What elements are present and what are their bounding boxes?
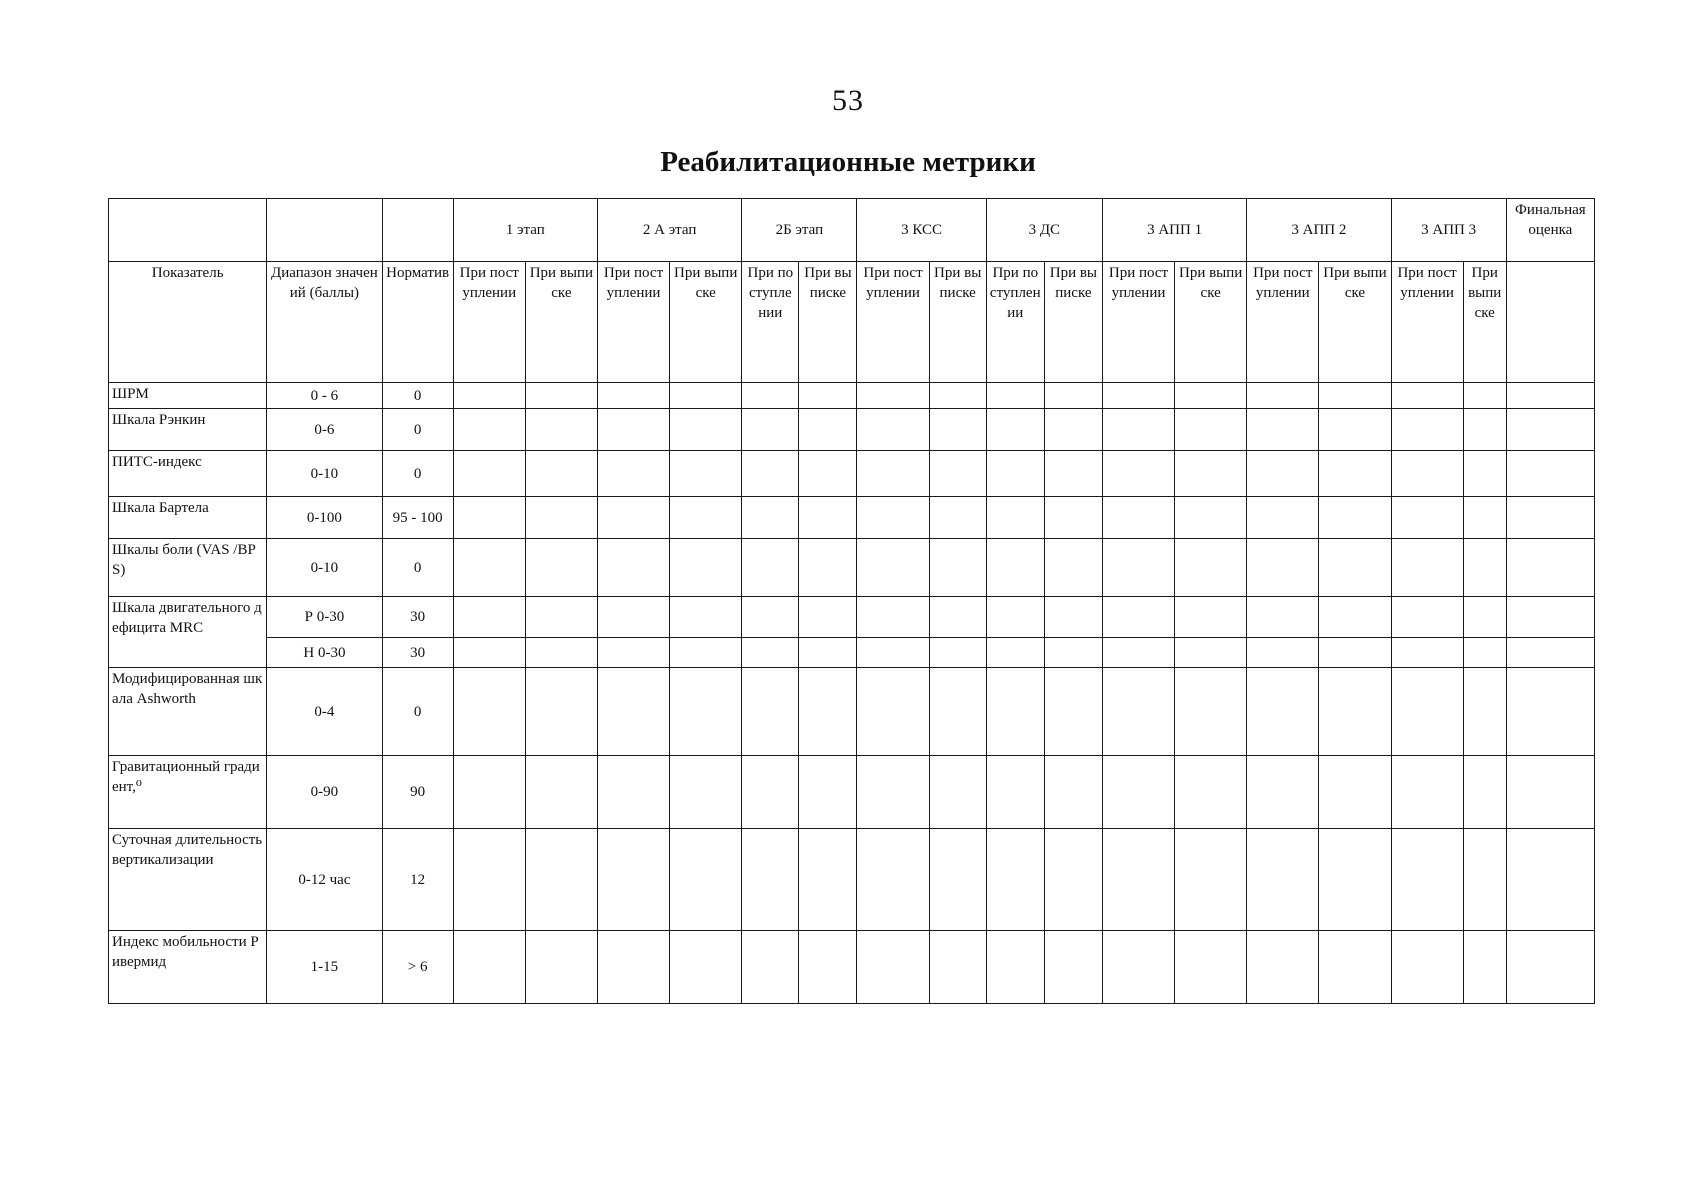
score-cell[interactable] — [986, 931, 1044, 1004]
score-cell[interactable] — [1044, 409, 1102, 451]
score-cell[interactable] — [1506, 383, 1594, 409]
score-cell[interactable] — [986, 638, 1044, 668]
score-cell[interactable] — [670, 668, 742, 756]
score-cell[interactable] — [1102, 668, 1174, 756]
score-cell[interactable] — [1247, 409, 1319, 451]
score-cell[interactable] — [1102, 539, 1174, 597]
score-cell[interactable] — [799, 638, 857, 668]
score-cell[interactable] — [670, 638, 742, 668]
score-cell[interactable] — [986, 539, 1044, 597]
score-cell[interactable] — [670, 497, 742, 539]
sub-header: При выписке — [1044, 262, 1102, 383]
score-cell[interactable] — [1319, 668, 1391, 756]
score-cell[interactable] — [1175, 409, 1247, 451]
indicator-name: ШРМ — [109, 383, 267, 409]
range-value: 0-10 — [267, 539, 382, 597]
stage-header: 3 АПП 3 — [1391, 199, 1506, 262]
score-cell[interactable] — [929, 597, 986, 638]
score-cell[interactable] — [929, 409, 986, 451]
score-cell[interactable] — [857, 931, 929, 1004]
score-cell[interactable] — [1044, 668, 1102, 756]
norm-value: 0 — [382, 668, 453, 756]
score-cell[interactable] — [742, 409, 799, 451]
indicator-column-header: Показатель — [109, 262, 267, 383]
score-cell[interactable] — [1044, 597, 1102, 638]
score-cell[interactable] — [986, 383, 1044, 409]
score-cell[interactable] — [799, 597, 857, 638]
score-cell[interactable] — [1506, 829, 1594, 931]
score-cell[interactable] — [799, 829, 857, 931]
score-cell[interactable] — [1102, 497, 1174, 539]
header-empty-cell — [267, 199, 382, 262]
score-cell[interactable] — [525, 638, 597, 668]
sub-header: При поступлении — [597, 262, 669, 383]
score-cell[interactable] — [453, 451, 525, 497]
score-cell[interactable] — [597, 829, 669, 931]
score-cell[interactable] — [1506, 597, 1594, 638]
score-cell[interactable] — [1102, 451, 1174, 497]
range-value: 1-15 — [267, 931, 382, 1004]
sub-header: При выписке — [670, 262, 742, 383]
stage-header: 3 КСС — [857, 199, 986, 262]
indicator-name: Шкалы боли (VAS /BPS) — [109, 539, 267, 597]
score-cell[interactable] — [525, 668, 597, 756]
stage-header-row — [109, 199, 1595, 262]
norm-value: 0 — [382, 409, 453, 451]
score-cell[interactable] — [1391, 497, 1463, 539]
score-cell[interactable] — [453, 829, 525, 931]
score-cell[interactable] — [929, 539, 986, 597]
score-cell[interactable] — [929, 931, 986, 1004]
score-cell[interactable] — [1175, 829, 1247, 931]
score-cell[interactable] — [1391, 931, 1463, 1004]
score-cell[interactable] — [1506, 539, 1594, 597]
score-cell[interactable] — [525, 756, 597, 829]
score-cell[interactable] — [929, 829, 986, 931]
sub-header: При выписке — [1319, 262, 1391, 383]
score-cell[interactable] — [670, 931, 742, 1004]
norm-value: 0 — [382, 539, 453, 597]
score-cell[interactable] — [1463, 451, 1506, 497]
score-cell[interactable] — [453, 539, 525, 597]
score-cell[interactable] — [1506, 409, 1594, 451]
score-cell[interactable] — [1044, 931, 1102, 1004]
range-value: 0-6 — [267, 409, 382, 451]
score-cell[interactable] — [1506, 668, 1594, 756]
indicator-name: Гравитационный градиент,⁰ — [109, 756, 267, 829]
sub-header: При выписке — [525, 262, 597, 383]
sub-header: При выписке — [799, 262, 857, 383]
score-cell[interactable] — [799, 756, 857, 829]
score-cell[interactable] — [597, 451, 669, 497]
metrics-table — [108, 198, 1595, 1004]
stage-header: 2 А этап — [597, 199, 741, 262]
score-cell[interactable] — [742, 497, 799, 539]
norm-value: 0 — [382, 451, 453, 497]
score-cell[interactable] — [1102, 829, 1174, 931]
score-cell[interactable] — [597, 383, 669, 409]
score-cell[interactable] — [1044, 638, 1102, 668]
score-cell[interactable] — [1102, 383, 1174, 409]
score-cell[interactable] — [1175, 597, 1247, 638]
range-value: 0-10 — [267, 451, 382, 497]
score-cell[interactable] — [1044, 497, 1102, 539]
score-cell[interactable] — [929, 638, 986, 668]
score-cell[interactable] — [1391, 451, 1463, 497]
stage-header: 3 АПП 1 — [1102, 199, 1246, 262]
score-cell[interactable] — [1102, 756, 1174, 829]
score-cell[interactable] — [453, 668, 525, 756]
indicator-name: Индекс мобильности Ривермид — [109, 931, 267, 1004]
score-cell[interactable] — [597, 931, 669, 1004]
score-cell[interactable] — [453, 383, 525, 409]
range-value: Р 0-30 — [267, 597, 382, 638]
score-cell[interactable] — [742, 383, 799, 409]
score-cell[interactable] — [670, 756, 742, 829]
score-cell[interactable] — [1319, 539, 1391, 597]
score-cell[interactable] — [1102, 409, 1174, 451]
score-cell[interactable] — [742, 597, 799, 638]
norm-value: 30 — [382, 638, 453, 668]
score-cell[interactable] — [1463, 668, 1506, 756]
score-cell[interactable] — [525, 539, 597, 597]
score-cell[interactable] — [525, 597, 597, 638]
sub-header: При поступлении — [1102, 262, 1174, 383]
score-cell[interactable] — [986, 756, 1044, 829]
column-header-row — [109, 262, 1595, 383]
score-cell[interactable] — [1175, 539, 1247, 597]
table-row — [109, 597, 1595, 638]
table-row — [109, 638, 1595, 668]
score-cell[interactable] — [1175, 668, 1247, 756]
score-cell[interactable] — [1319, 409, 1391, 451]
score-cell[interactable] — [857, 638, 929, 668]
score-cell[interactable] — [986, 597, 1044, 638]
score-cell[interactable] — [1247, 668, 1319, 756]
score-cell[interactable] — [670, 409, 742, 451]
score-cell[interactable] — [1391, 597, 1463, 638]
score-cell[interactable] — [1463, 383, 1506, 409]
score-cell[interactable] — [799, 668, 857, 756]
score-cell[interactable] — [1506, 451, 1594, 497]
stage-header: 3 ДС — [986, 199, 1102, 262]
score-cell[interactable] — [453, 756, 525, 829]
range-value: 0-100 — [267, 497, 382, 539]
norm-value: 30 — [382, 597, 453, 638]
sub-header: При выписке — [1175, 262, 1247, 383]
score-cell[interactable] — [1463, 829, 1506, 931]
indicator-name: ПИТС-индекс — [109, 451, 267, 497]
sub-header: При поступлении — [986, 262, 1044, 383]
score-cell[interactable] — [986, 409, 1044, 451]
score-cell[interactable] — [453, 497, 525, 539]
sub-header: При поступлении — [1247, 262, 1319, 383]
score-cell[interactable] — [1319, 597, 1391, 638]
score-cell[interactable] — [597, 756, 669, 829]
score-cell[interactable] — [453, 597, 525, 638]
score-cell[interactable] — [1391, 409, 1463, 451]
score-cell[interactable] — [742, 668, 799, 756]
score-cell[interactable] — [857, 829, 929, 931]
score-cell[interactable] — [986, 451, 1044, 497]
score-cell[interactable] — [670, 829, 742, 931]
score-cell[interactable] — [597, 597, 669, 638]
score-cell[interactable] — [1391, 829, 1463, 931]
score-cell[interactable] — [1391, 668, 1463, 756]
score-cell[interactable] — [986, 668, 1044, 756]
indicator-name: Шкала Рэнкин — [109, 409, 267, 451]
score-cell[interactable] — [1044, 451, 1102, 497]
score-cell[interactable] — [1247, 383, 1319, 409]
score-cell[interactable] — [1319, 756, 1391, 829]
score-cell[interactable] — [1247, 638, 1319, 668]
score-cell[interactable] — [453, 409, 525, 451]
score-cell[interactable] — [1102, 638, 1174, 668]
sub-header: При поступлении — [857, 262, 929, 383]
table-row — [109, 668, 1595, 756]
sub-header: При поступлении — [1391, 262, 1463, 383]
score-cell[interactable] — [799, 451, 857, 497]
indicator-name: Суточная длительность вертикализации — [109, 829, 267, 931]
score-cell[interactable] — [1247, 829, 1319, 931]
score-cell[interactable] — [857, 497, 929, 539]
score-cell[interactable] — [1247, 497, 1319, 539]
score-cell[interactable] — [1506, 638, 1594, 668]
score-cell[interactable] — [525, 451, 597, 497]
score-cell[interactable] — [857, 409, 929, 451]
range-value: 0-90 — [267, 756, 382, 829]
score-cell[interactable] — [857, 756, 929, 829]
score-cell[interactable] — [1506, 931, 1594, 1004]
score-cell[interactable] — [1044, 756, 1102, 829]
score-cell[interactable] — [670, 383, 742, 409]
score-cell[interactable] — [1175, 756, 1247, 829]
indicator-name: Шкала Бартела — [109, 497, 267, 539]
score-cell[interactable] — [670, 451, 742, 497]
score-cell[interactable] — [929, 451, 986, 497]
page-title: Реабилитационные метрики — [660, 146, 1036, 178]
score-cell[interactable] — [597, 668, 669, 756]
score-cell[interactable] — [857, 539, 929, 597]
score-cell[interactable] — [1463, 409, 1506, 451]
score-cell[interactable] — [799, 497, 857, 539]
score-cell[interactable] — [1044, 829, 1102, 931]
score-cell[interactable] — [1319, 383, 1391, 409]
score-cell[interactable] — [1175, 638, 1247, 668]
header-empty-cell — [382, 199, 453, 262]
range-value: 0-12 час — [267, 829, 382, 931]
norm-value: 95 - 100 — [382, 497, 453, 539]
score-cell[interactable] — [929, 383, 986, 409]
indicator-name: Модифицированная шкала Ashworth — [109, 668, 267, 756]
score-cell[interactable] — [986, 829, 1044, 931]
table-row — [109, 383, 1595, 409]
score-cell[interactable] — [929, 756, 986, 829]
table-row — [109, 497, 1595, 539]
table-row — [109, 539, 1595, 597]
score-cell[interactable] — [525, 409, 597, 451]
score-cell[interactable] — [857, 383, 929, 409]
score-cell[interactable] — [597, 638, 669, 668]
score-cell[interactable] — [453, 931, 525, 1004]
range-value: Н 0-30 — [267, 638, 382, 668]
score-cell[interactable] — [799, 931, 857, 1004]
norm-column-header: Норматив — [382, 262, 453, 383]
score-cell[interactable] — [670, 597, 742, 638]
score-cell[interactable] — [1319, 829, 1391, 931]
score-cell[interactable] — [1102, 597, 1174, 638]
score-cell[interactable] — [1175, 931, 1247, 1004]
norm-value: 0 — [382, 383, 453, 409]
score-cell[interactable] — [742, 829, 799, 931]
final-score-header: Финальная оценка — [1506, 199, 1594, 262]
score-cell[interactable] — [1247, 756, 1319, 829]
score-cell[interactable] — [1175, 383, 1247, 409]
score-cell[interactable] — [525, 829, 597, 931]
score-cell[interactable] — [597, 539, 669, 597]
score-cell[interactable] — [857, 668, 929, 756]
sub-header: При поступлении — [742, 262, 799, 383]
score-cell[interactable] — [742, 638, 799, 668]
score-cell[interactable] — [1319, 497, 1391, 539]
score-cell[interactable] — [1247, 597, 1319, 638]
score-cell[interactable] — [857, 597, 929, 638]
table-row — [109, 409, 1595, 451]
score-cell[interactable] — [1463, 931, 1506, 1004]
page-number: 53 — [832, 84, 864, 117]
score-cell[interactable] — [453, 638, 525, 668]
stage-header: 2Б этап — [742, 199, 857, 262]
score-cell[interactable] — [742, 451, 799, 497]
score-cell[interactable] — [986, 497, 1044, 539]
score-cell[interactable] — [929, 668, 986, 756]
table-row — [109, 756, 1595, 829]
score-cell[interactable] — [1247, 539, 1319, 597]
indicator-name: Шкала двигательного дефицита MRC — [109, 597, 267, 668]
norm-value: > 6 — [382, 931, 453, 1004]
score-cell[interactable] — [1391, 756, 1463, 829]
range-column-header: Диапазон значений (баллы) — [267, 262, 382, 383]
score-cell[interactable] — [1247, 931, 1319, 1004]
score-cell[interactable] — [670, 539, 742, 597]
score-cell[interactable] — [1391, 539, 1463, 597]
score-cell[interactable] — [1391, 638, 1463, 668]
score-cell[interactable] — [857, 451, 929, 497]
score-cell[interactable] — [1463, 756, 1506, 829]
score-cell[interactable] — [525, 497, 597, 539]
stage-header: 1 этап — [453, 199, 597, 262]
norm-value: 12 — [382, 829, 453, 931]
score-cell[interactable] — [1044, 539, 1102, 597]
score-cell[interactable] — [1506, 756, 1594, 829]
score-cell[interactable] — [1247, 451, 1319, 497]
score-cell[interactable] — [1319, 638, 1391, 668]
table-row — [109, 451, 1595, 497]
score-cell[interactable] — [525, 383, 597, 409]
score-cell[interactable] — [597, 409, 669, 451]
norm-value: 90 — [382, 756, 453, 829]
score-cell[interactable] — [1463, 638, 1506, 668]
score-cell[interactable] — [1175, 451, 1247, 497]
score-cell[interactable] — [742, 931, 799, 1004]
header-empty-cell — [109, 199, 267, 262]
sub-header: При выписке — [1463, 262, 1506, 383]
score-cell[interactable] — [1044, 383, 1102, 409]
score-cell[interactable] — [1391, 383, 1463, 409]
score-cell[interactable] — [1102, 931, 1174, 1004]
final-score-cell — [1506, 262, 1594, 383]
score-cell[interactable] — [929, 497, 986, 539]
score-cell[interactable] — [799, 409, 857, 451]
sub-header: При выписке — [929, 262, 986, 383]
sub-header: При поступлении — [453, 262, 525, 383]
table-row — [109, 829, 1595, 931]
score-cell[interactable] — [799, 383, 857, 409]
score-cell[interactable] — [799, 539, 857, 597]
score-cell[interactable] — [525, 931, 597, 1004]
score-cell[interactable] — [1319, 931, 1391, 1004]
score-cell[interactable] — [597, 497, 669, 539]
score-cell[interactable] — [1463, 539, 1506, 597]
score-cell[interactable] — [1175, 497, 1247, 539]
range-value: 0 - 6 — [267, 383, 382, 409]
range-value: 0-4 — [267, 668, 382, 756]
score-cell[interactable] — [742, 539, 799, 597]
stage-header: 3 АПП 2 — [1247, 199, 1391, 262]
score-cell[interactable] — [1506, 497, 1594, 539]
score-cell[interactable] — [1319, 451, 1391, 497]
score-cell[interactable] — [1463, 597, 1506, 638]
score-cell[interactable] — [742, 756, 799, 829]
table-row — [109, 931, 1595, 1004]
score-cell[interactable] — [1463, 497, 1506, 539]
